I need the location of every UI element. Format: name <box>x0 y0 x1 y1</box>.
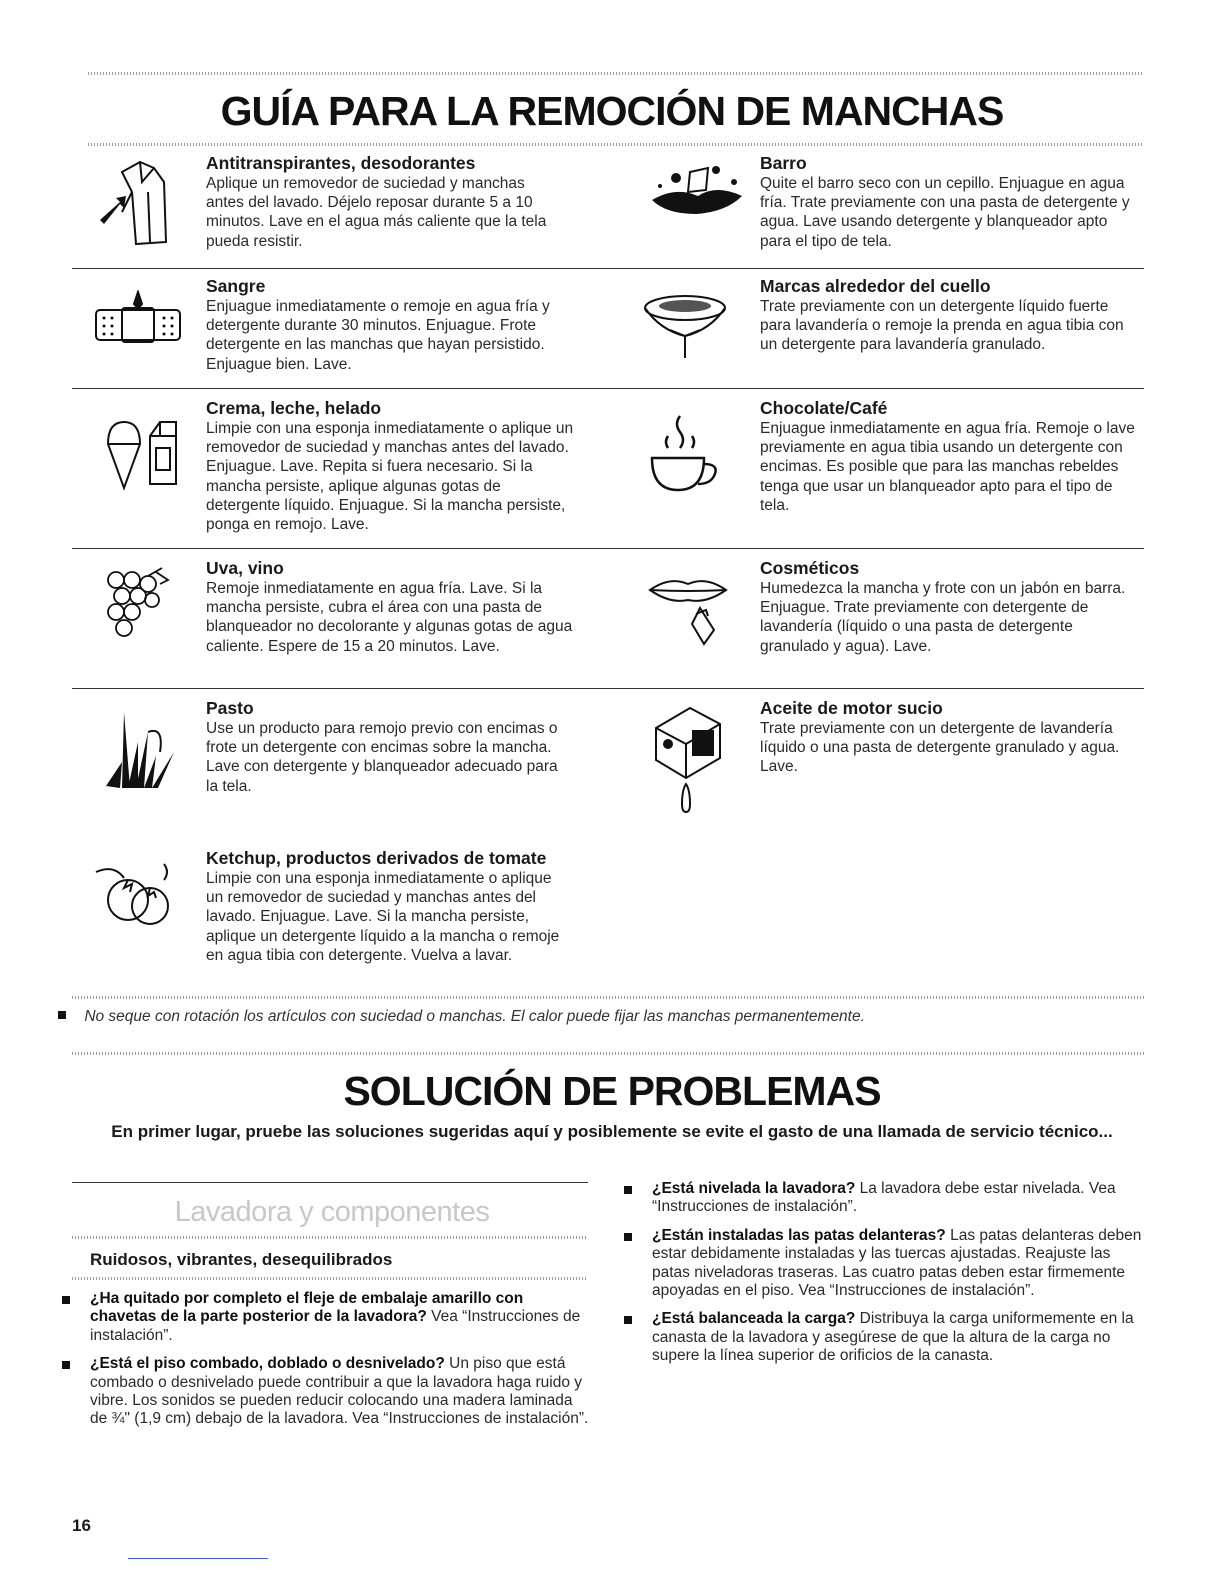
stain-text: Limpie con una esponja inmediatamente o aplique un removedor de suciedad y manchas antes del lavado. Enjuague. Lave. Si la mancha persiste, aplique un detergente líquido a la mancha o remoje en agua tibia con detergente. Vuelva a lavar. <box>206 870 560 964</box>
grass-icon <box>98 712 182 792</box>
stain-item <box>760 698 1140 777</box>
collar-icon <box>640 290 730 360</box>
list-item <box>624 1310 1144 1365</box>
item-answer: Las patas delanteras deben estar debidamente instaladas y las tuercas ajustadas. Reajuste las patas niveladoras traseras. Las cuatro patas deben estar firmemente apoyadas en el piso. Vea “Instrucciones de instalación”. <box>652 1226 1142 1300</box>
stain-name: Sangre <box>206 276 266 296</box>
stain-text: Enjuague inmediatamente o remoje en agua fría y detergente durante 30 minutos. Enjuague. Frote detergente en las manchas que hayan persistido. Enjuague bien. Lave. <box>206 298 550 373</box>
section-title: Lavadora y componentes <box>174 1196 490 1228</box>
item-answer: Vea “Instrucciones de instalación”. <box>90 1308 581 1344</box>
item-question: ¿Están instaladas las patas delanteras? <box>652 1226 946 1244</box>
row-divider <box>72 268 1144 269</box>
stain-text: Limpie con una esponja inmediatamente o aplique un removedor de suciedad y manchas antes del lavado. Enjuague. Lave. Repita si fuera necesario. Si la mancha persiste, aplique algunas gotas de detergente líquido. Enjuague. Si la mancha persiste, ponga en remojo. Lave. <box>206 420 574 534</box>
stain-item <box>760 276 1140 355</box>
note-text: No seque con rotación los artículos con suciedad o manchas. El calor puede fijar las manchas permanentemente. <box>84 1008 865 1025</box>
stain-item <box>206 398 586 534</box>
row-divider <box>72 388 1144 389</box>
bandage-icon <box>92 290 184 350</box>
shirt-icon <box>92 152 182 252</box>
list-item <box>62 1355 590 1429</box>
stain-text: Use un producto para remojo previo con encimas o frote un detergente con encimas sobre la mancha. Lave con detergente y blanqueador adecuado para la tela. <box>206 720 558 795</box>
stain-text: Remoje inmediatamente en agua fría. Lave. Si la mancha persiste, cubra el área con una pasta de blanqueador no decolorante y algunas gotas de agua caliente. Espere de 15 a 20 minutos. Lave. <box>206 580 573 655</box>
stain-item <box>206 276 586 374</box>
stain-name: Antitranspirantes, desodorantes <box>206 153 476 173</box>
stain-name: Chocolate/Café <box>760 398 888 418</box>
oil-can-icon <box>646 704 726 824</box>
subsection-title: Ruidosos, vibrantes, desequilibrados <box>90 1250 393 1269</box>
stain-item <box>206 153 586 251</box>
subsection-dotted-rule <box>72 1277 588 1280</box>
item-question: ¿Está el piso combado, doblado o desnivelado? <box>90 1355 445 1373</box>
ice-cream-milk-icon <box>104 414 184 494</box>
stain-name: Ketchup, productos derivados de tomate <box>206 848 547 868</box>
grapes-icon <box>102 566 172 640</box>
stain-text: Enjuague inmediatamente en agua fría. Remoje o lave previamente en agua tibia usando un detergente con encimas. Es posible que para las manchas rebeldes tenga que usar un blanqueador apto para el tipo de tela. <box>760 420 1135 514</box>
section-top-rule <box>72 1182 588 1183</box>
coffee-cup-icon <box>646 412 726 496</box>
stain-text: Trate previamente con un detergente líquido fuerte para lavandería o remoje la prenda en agua tibia con un detergente para lavandería granulado. <box>760 298 1124 354</box>
stain-item <box>206 558 586 656</box>
right-checklist <box>624 1180 1144 1376</box>
stain-item <box>760 558 1140 656</box>
item-question: ¿Está nivelada la lavadora? <box>652 1180 856 1197</box>
stain-text: Humedezca la mancha y frote con un jabón en barra. Enjuague. Trate previamente con detergente de lavandería (líquido o una pasta de detergente granulado y agua). Lave. <box>760 580 1126 655</box>
bullet-icon <box>58 1011 66 1019</box>
mud-splash-icon <box>646 156 746 226</box>
note-dotted-rule <box>72 996 1144 999</box>
item-answer: La lavadora debe estar nivelada. Vea “Instrucciones de instalación”. <box>652 1180 1116 1216</box>
item-question: ¿Ha quitado por completo el fleje de embalaje amarillo con chavetas de la parte posterior de la lavadora? <box>90 1290 524 1326</box>
troubleshooting-intro: En primer lugar, pruebe las soluciones sugeridas aquí y posiblemente se evite el gasto de una llamada de servicio técnico... <box>111 1122 1113 1141</box>
list-item <box>624 1227 1144 1301</box>
lips-lipstick-icon <box>648 574 728 648</box>
stain-name: Crema, leche, helado <box>206 398 382 418</box>
stain-item <box>760 398 1140 515</box>
row-divider <box>72 548 1144 549</box>
stain-item <box>206 848 586 965</box>
page-number: 16 <box>72 1516 91 1535</box>
left-checklist <box>62 1290 590 1439</box>
stain-item <box>760 153 1140 251</box>
top-dotted-rule <box>88 72 1144 75</box>
list-item <box>62 1290 590 1345</box>
title-dotted-rule <box>88 143 1144 146</box>
row-divider <box>72 688 1144 689</box>
dryer-note <box>84 1008 865 1026</box>
stain-name: Uva, vino <box>206 558 284 578</box>
stain-name: Pasto <box>206 698 254 718</box>
stain-name: Cosméticos <box>760 558 860 578</box>
stain-name: Barro <box>760 153 807 173</box>
section-dotted-rule <box>72 1236 588 1239</box>
item-answer: Distribuya la carga uniformemente en la canasta de la lavadora y asegúrese de que la altura de la carga no supere la línea superior de orificios de la canasta. <box>652 1310 1134 1365</box>
item-answer: Un piso que está combado o desnivelado puede contribuir a que la lavadora haga ruido y vibre. Los sonidos se pueden reducir colocando una madera laminada de ¾" (1,9 cm) debajo de la lavadora. Vea “Instrucciones de instalación”. <box>90 1355 589 1428</box>
stain-guide-title: GUÍA PARA LA REMOCIÓN DE MANCHAS <box>220 88 1004 134</box>
stain-text: Aplique un removedor de suciedad y manchas antes del lavado. Déjelo reposar durante 5 a 10 minutos. Lave en el agua más caliente que la tela pueda resistir. <box>206 175 547 250</box>
troubleshooting-title: SOLUCIÓN DE PROBLEMAS <box>343 1068 881 1114</box>
stain-name: Marcas alrededor del cuello <box>760 276 991 296</box>
item-question: ¿Está balanceada la carga? <box>652 1310 856 1328</box>
list-item <box>624 1180 1144 1217</box>
footer-rule <box>128 1558 268 1559</box>
tomatoes-icon <box>94 860 178 930</box>
stain-item <box>206 698 586 796</box>
stain-text: Quite el barro seco con un cepillo. Enjuague en agua fría. Trate previamente con una pasta de detergente y agua. Lave usando detergente y blanqueador apto para el tipo de tela. <box>760 175 1130 250</box>
troubleshooting-dotted-rule <box>72 1052 1144 1055</box>
stain-name: Aceite de motor sucio <box>760 698 943 718</box>
stain-text: Trate previamente con un detergente de lavandería líquido o una pasta de detergente granulado y agua. Lave. <box>760 720 1120 776</box>
